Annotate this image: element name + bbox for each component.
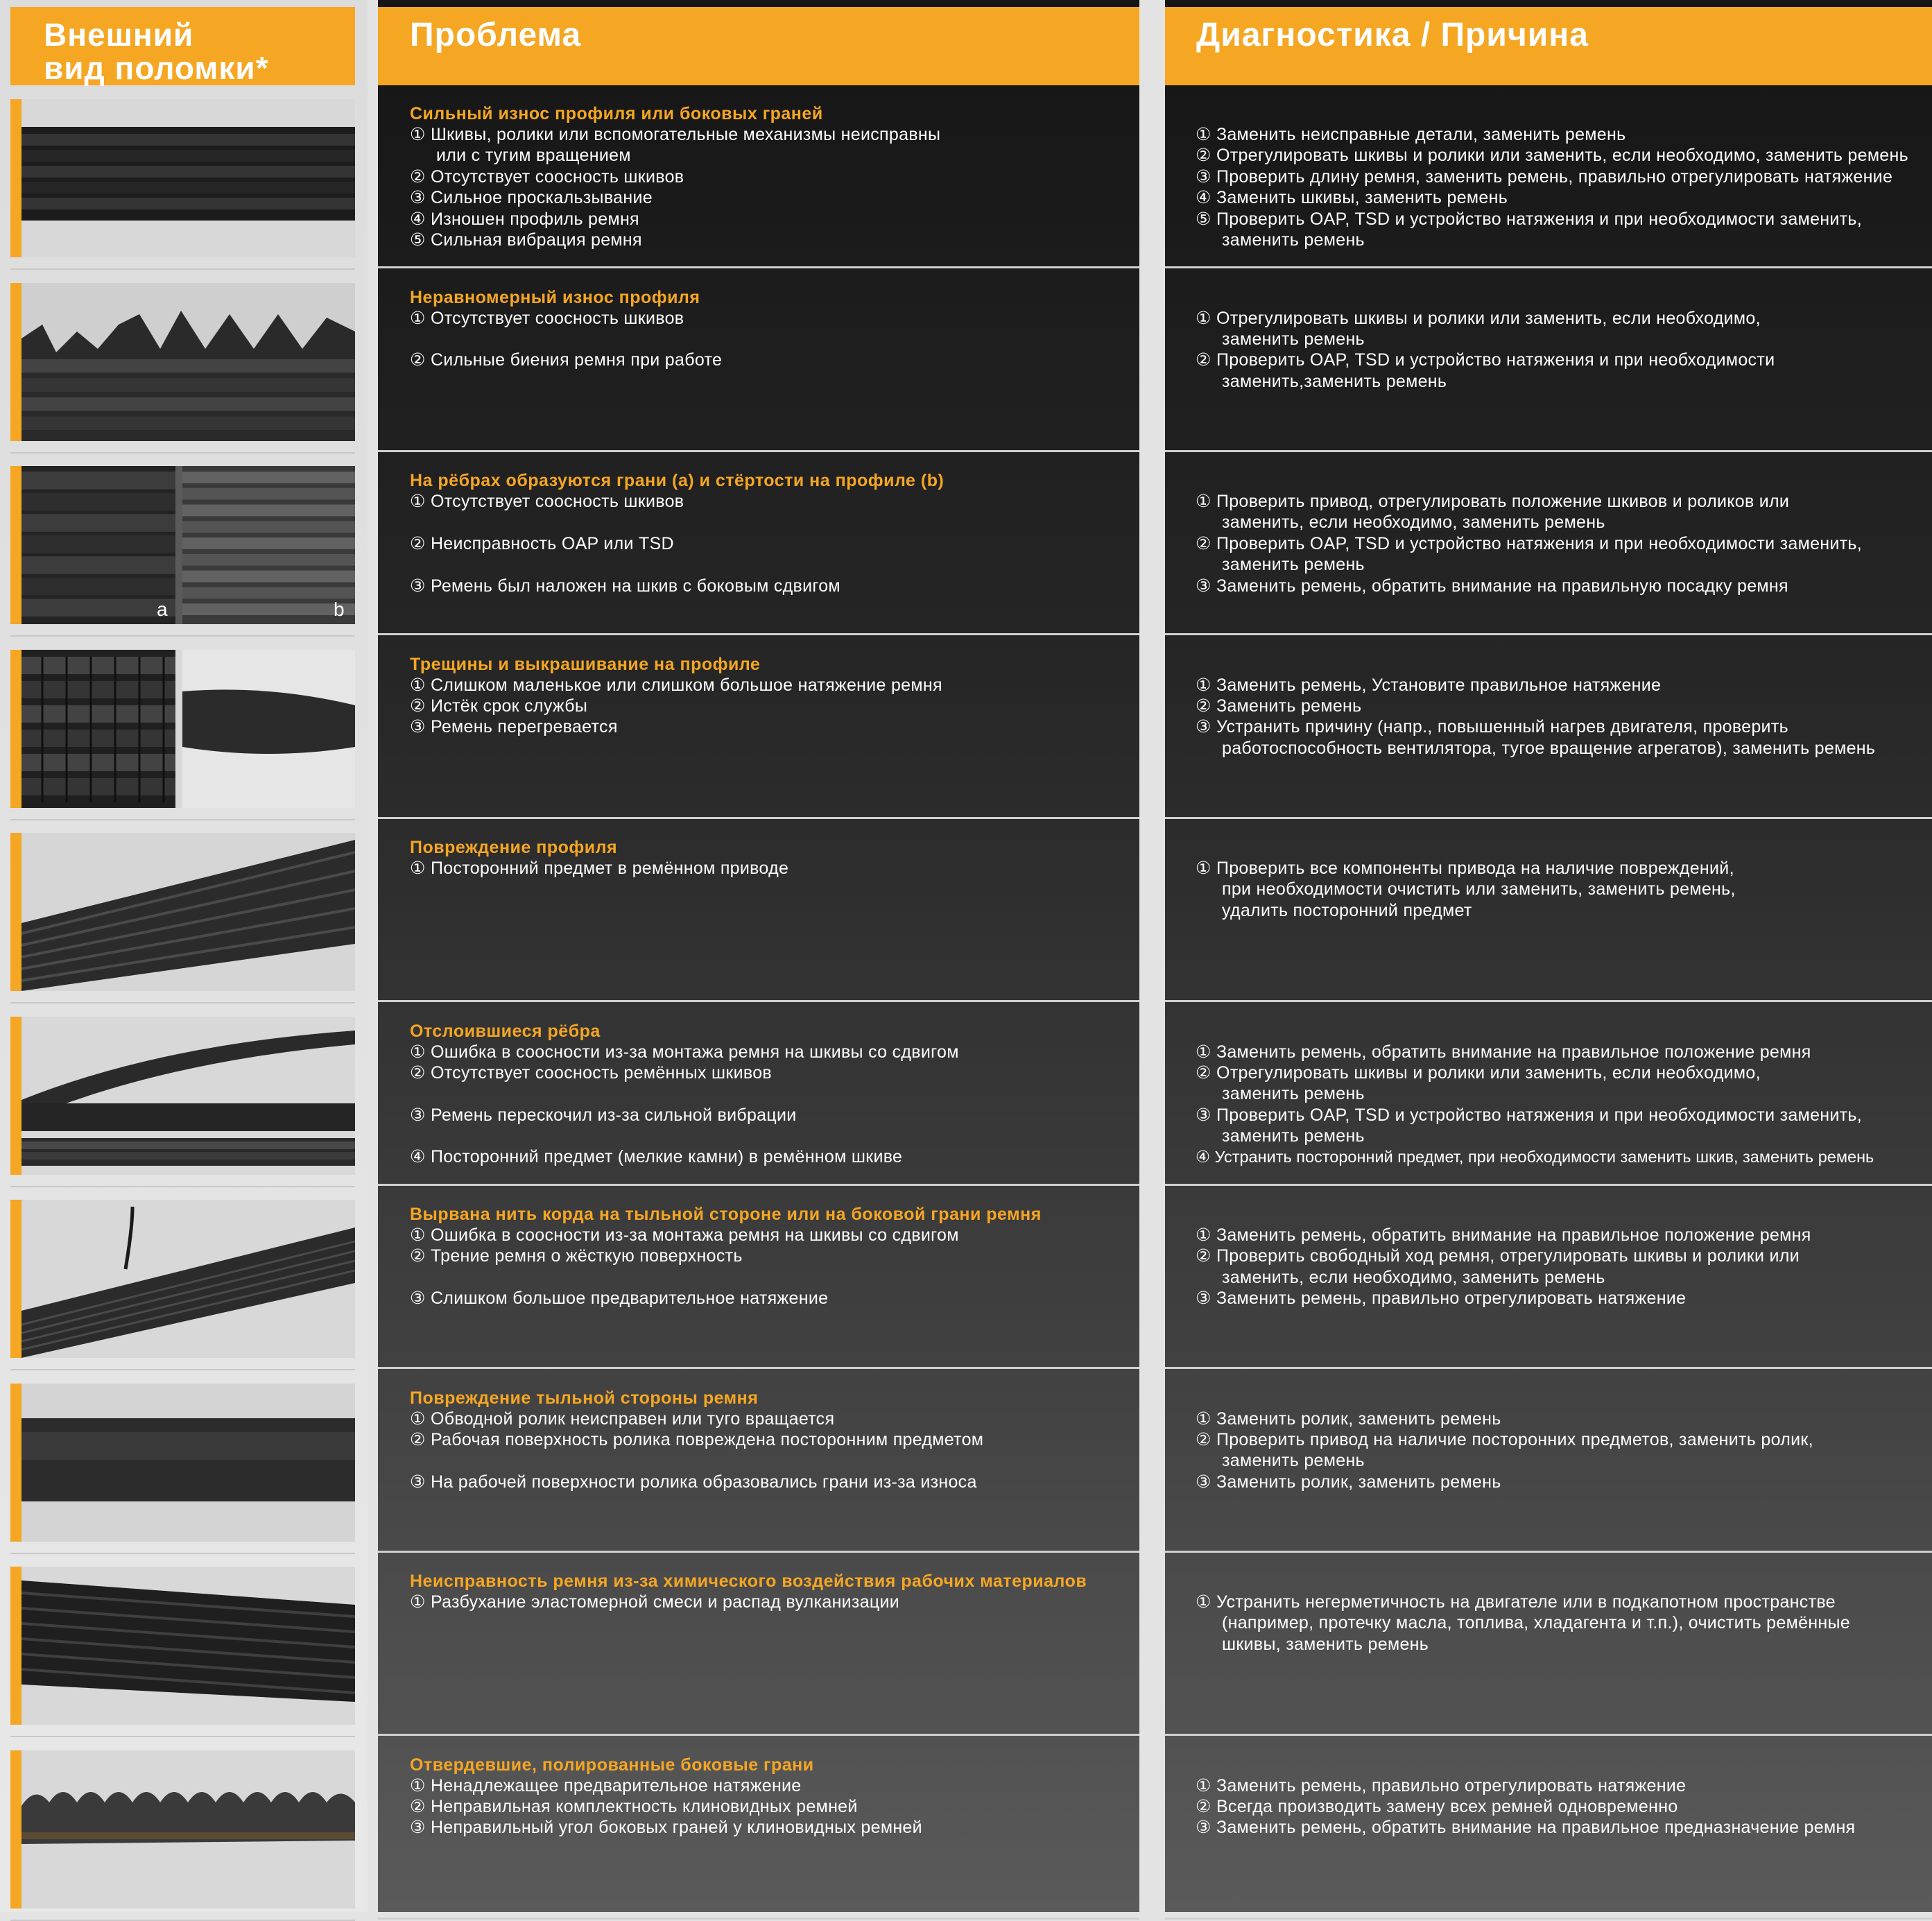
problem-title: Вырвана нить корда на тыльной стороне или на боковой грани ремня — [410, 1205, 1042, 1224]
diagnosis-line: заменить,заменить ремень — [1222, 371, 1447, 391]
belt-photo-illustration — [21, 283, 355, 441]
diagnosis-line: ② Проверить свободный ход ремня, отрегулировать шкивы и ролики или — [1196, 1246, 1800, 1266]
table-row — [0, 269, 1932, 453]
diagnosis-list — [1196, 308, 1775, 393]
diagnosis-cell — [1165, 452, 1932, 635]
problem-line: ① Шкивы, ролики или вспомогательные механизмы неисправны — [410, 125, 941, 144]
row-separator — [10, 1920, 355, 1921]
problem-line: ③ Ремень перескочил из-за сильной вибрации — [410, 1105, 797, 1125]
problem-title: На рёбрах образуются грани (a) и стёртости на профиле (b) — [410, 471, 945, 490]
belt-photo-illustration — [21, 1017, 355, 1175]
diagnosis-line: заменить ремень — [1222, 329, 1365, 349]
problem-line: ③ Неправильный угол боковых граней у клиновидных ремней — [410, 1818, 922, 1838]
diagnosis-line: ① Заменить ремень, обратить внимание на правильное положение ремня — [1196, 1225, 1811, 1245]
belt-photo-illustration — [21, 1567, 355, 1725]
problem-list — [410, 858, 788, 879]
diagnosis-line: ④ Устранить посторонний предмет, при необходимости заменить шкив, заменить ремень — [1196, 1148, 1874, 1166]
problem-line: ① Отсутствует соосность шкивов — [410, 492, 684, 511]
problem-line: ② Истёк срок службы — [410, 696, 588, 716]
problem-line: ① Слишком маленькое или слишком большое натяжение ремня — [410, 675, 942, 695]
problem-line: ③ Сильное проскальзывание — [410, 188, 653, 208]
problem-list — [410, 491, 840, 596]
belt-photo-illustration — [21, 1200, 355, 1358]
problem-cell — [378, 1003, 1139, 1186]
diagnosis-list — [1196, 858, 1736, 921]
failure-photo — [10, 1567, 355, 1725]
problem-list — [410, 124, 940, 250]
problem-line: ③ Ремень перегревается — [410, 717, 618, 737]
problem-line: ② Неправильная комплектность клиновидных ремней — [410, 1796, 858, 1816]
diagnosis-line: ② Отрегулировать шкивы и ролики или заменить, если необходимо, — [1196, 1062, 1761, 1083]
diagnosis-line: ② Проверить привод на наличие посторонних предметов, заменить ролик, — [1196, 1429, 1813, 1449]
problem-line: ② Рабочая поверхность ролика повреждена посторонним предметом — [410, 1429, 984, 1449]
diagnosis-list — [1196, 1592, 1850, 1655]
problem-cell — [378, 636, 1139, 819]
diagnosis-line: ② Проверить OAP, TSD и устройство натяжения и при необходимости заменить, — [1196, 533, 1862, 553]
failure-photo — [10, 466, 355, 624]
problem-cell — [378, 1370, 1139, 1553]
problem-line: ① Разбухание эластомерной смеси и распад вулканизации — [410, 1592, 900, 1612]
diagnosis-line: ⑤ Проверить OAP, TSD и устройство натяжения и при необходимости заменить, — [1196, 209, 1862, 229]
problem-cell — [378, 452, 1139, 635]
problem-line: ② Неисправность OAP или TSD — [410, 533, 674, 553]
diagnosis-list — [1196, 1409, 1813, 1493]
diagnosis-line: ① Заменить неисправные детали, заменить ремень — [1196, 125, 1626, 144]
problem-column-header: Проблема — [378, 7, 1139, 85]
diagnosis-line: заменить ремень — [1222, 1084, 1365, 1104]
diagnosis-column-header: Диагностика / Причина — [1165, 7, 1932, 85]
belt-photo-illustration — [21, 833, 355, 991]
problem-line: ③ На рабочей поверхности ролика образовались грани из-за износа — [410, 1472, 977, 1492]
problem-title: Сильный износ профиля или боковых граней — [410, 104, 823, 123]
accent-bar — [10, 650, 21, 808]
problem-line — [410, 1450, 983, 1471]
problem-cell — [378, 819, 1139, 1002]
failure-photo — [10, 650, 355, 808]
problem-line: ② Сильные биения ремня при работе — [410, 350, 723, 370]
problem-line: ② Трение ремня о жёсткую поверхность — [410, 1246, 743, 1266]
failure-photo — [10, 283, 355, 441]
diagnosis-cell — [1165, 1737, 1932, 1920]
diagnosis-line: ④ Заменить шкивы, заменить ремень — [1196, 188, 1508, 208]
table-row — [0, 1003, 1932, 1187]
accent-bar — [10, 466, 21, 624]
diagnosis-line: ① Устранить негерметичность на двигателе или в подкапотном пространстве — [1196, 1592, 1836, 1612]
diagnosis-line: ③ Заменить ролик, заменить ремень — [1196, 1472, 1501, 1492]
diagnosis-line: ① Отрегулировать шкивы и ролики или заменить, если необходимо, — [1196, 308, 1761, 328]
diagnosis-line: заменить ремень — [1222, 1126, 1365, 1146]
problem-line — [410, 329, 722, 350]
problem-line: ④ Посторонний предмет (мелкие камни) в ремённом шкиве — [410, 1147, 903, 1167]
problem-title: Трещины и выкрашивание на профиле — [410, 654, 761, 674]
diagnosis-line: заменить, если необходимо, заменить ремень — [1222, 1267, 1605, 1287]
image-label: a — [157, 598, 168, 620]
problem-line: ⑤ Сильная вибрация ремня — [410, 230, 642, 250]
problem-title: Отвердевшие, полированные боковые грани — [410, 1755, 814, 1775]
belt-photo-illustration — [21, 650, 355, 808]
problem-cell — [378, 1553, 1139, 1736]
table-row — [0, 636, 1932, 820]
problem-line: ③ Ремень был наложен на шкив с боковым сдвигом — [410, 576, 840, 596]
diagnosis-line: ③ Устранить причину (напр., повышенный нагрев двигателя, проверить — [1196, 717, 1788, 737]
problem-line: ① Обводной ролик неисправен или туго вращается — [410, 1409, 835, 1429]
diagnosis-cell — [1165, 636, 1932, 819]
problem-line: ① Ненадлежащее предварительное натяжение — [410, 1775, 802, 1795]
problem-line: ② Отсутствует соосность ремённых шкивов — [410, 1062, 773, 1083]
diagnosis-line: (например, протечку масла, топлива, хладагента и т.п.), очистить ремённые — [1222, 1613, 1850, 1633]
table-row — [0, 452, 1932, 636]
accent-bar — [10, 1200, 21, 1358]
diagnosis-line: ② Заменить ремень — [1196, 696, 1362, 716]
diagnosis-line: ① Заменить ремень, обратить внимание на правильное положение ремня — [1196, 1042, 1811, 1062]
image-column-header — [10, 7, 355, 85]
diagnosis-line: ③ Проверить длину ремня, заменить ремень, правильно отрегулировать натяжение — [1196, 166, 1893, 187]
problem-line: ① Отсутствует соосность шкивов — [410, 308, 684, 328]
diagnosis-cell — [1165, 85, 1932, 268]
problem-title: Неисправность ремня из-за химического воздействия рабочих материалов — [410, 1571, 1087, 1591]
problem-title: Неравномерный износ профиля — [410, 287, 700, 307]
table-row — [0, 1737, 1932, 1920]
diagnosis-list — [1196, 1775, 1855, 1838]
failure-photo — [10, 833, 355, 991]
problem-cell — [378, 1737, 1139, 1920]
diagnosis-line: ② Всегда производить замену всех ремней одновременно — [1196, 1796, 1678, 1816]
problem-list — [410, 1042, 959, 1168]
problem-line: ① Посторонний предмет в ремённом приводе — [410, 859, 789, 878]
diagnosis-line: ② Проверить OAP, TSD и устройство натяжения и при необходимости — [1196, 350, 1775, 370]
problem-title: Повреждение профиля — [410, 838, 618, 857]
problem-line: ④ Изношен профиль ремня — [410, 209, 639, 229]
diagnosis-line: заменить ремень — [1222, 555, 1365, 575]
diagnosis-line: удалить посторонний предмет — [1222, 900, 1472, 920]
diagnosis-line: при необходимости очистить или заменить, заменить ремень, — [1222, 879, 1736, 899]
table-row — [0, 85, 1932, 269]
failure-photo — [10, 99, 355, 257]
diagnosis-line: ③ Заменить ремень, правильно отрегулировать натяжение — [1196, 1289, 1687, 1309]
diagnosis-list — [1196, 1042, 1874, 1168]
diagnosis-line: ③ Заменить ремень, обратить внимание на правильное предназначение ремня — [1196, 1818, 1856, 1838]
accent-bar — [10, 1567, 21, 1725]
diagnosis-line: заменить, если необходимо, заменить ремень — [1222, 512, 1605, 533]
accent-bar — [10, 1384, 21, 1542]
diagnosis-line: шкивы, заменить ремень — [1222, 1634, 1429, 1654]
failure-photo — [10, 1384, 355, 1542]
problem-line: ① Ошибка в соосности из-за монтажа ремня на шкивы со сдвигом — [410, 1042, 959, 1062]
diagnosis-line: ① Заменить ремень, правильно отрегулировать натяжение — [1196, 1775, 1687, 1795]
diagnosis-cell — [1165, 1003, 1932, 1186]
diagnosis-list — [1196, 491, 1862, 596]
failure-photo — [10, 1750, 355, 1909]
diagnosis-line: ① Проверить привод, отрегулировать положение шкивов и роликов или — [1196, 492, 1790, 511]
table-row — [0, 1186, 1932, 1370]
belt-photo-illustration — [21, 99, 355, 257]
header-line: Внешний — [44, 17, 194, 53]
problem-list — [410, 1225, 959, 1309]
diagnosis-line: ① Заменить ремень, Установите правильное натяжение — [1196, 675, 1662, 695]
image-label: b — [334, 598, 345, 620]
problem-line: ① Ошибка в соосности из-за монтажа ремня на шкивы со сдвигом — [410, 1225, 959, 1245]
problem-line: или с тугим вращением — [436, 146, 631, 166]
problem-list — [410, 1775, 922, 1838]
accent-bar — [10, 99, 21, 257]
problem-line — [410, 1267, 959, 1288]
diagnosis-cell — [1165, 1186, 1932, 1369]
diagnosis-list — [1196, 675, 1875, 759]
belt-photo-illustration — [21, 1750, 355, 1909]
belt-photo-illustration — [21, 466, 355, 624]
diagnosis-line: ① Проверить все компоненты привода на наличие повреждений, — [1196, 859, 1734, 878]
problem-cell — [378, 85, 1139, 268]
belt-photo-illustration — [21, 1384, 355, 1542]
problem-title: Отслоившиеся рёбра — [410, 1021, 601, 1041]
header-line: вид поломки* — [44, 50, 269, 86]
accent-bar — [10, 833, 21, 991]
problem-line — [410, 512, 840, 533]
problem-list — [410, 1409, 983, 1493]
problem-line: ③ Слишком большое предварительное натяжение — [410, 1289, 829, 1309]
problem-line: ② Отсутствует соосность шкивов — [410, 166, 684, 187]
diagnosis-cell — [1165, 269, 1932, 452]
problem-title: Повреждение тыльной стороны ремня — [410, 1388, 759, 1408]
diagnosis-list — [1196, 124, 1908, 250]
diagnosis-line: ① Заменить ролик, заменить ремень — [1196, 1409, 1501, 1429]
failure-photo — [10, 1200, 355, 1358]
table-row — [0, 819, 1932, 1003]
diagnosis-cell — [1165, 819, 1932, 1002]
accent-bar — [10, 1750, 21, 1909]
accent-bar — [10, 283, 21, 441]
problem-list — [410, 675, 942, 738]
diagnosis-line: ③ Проверить OAP, TSD и устройство натяжения и при необходимости заменить, — [1196, 1105, 1862, 1125]
diagnosis-line: заменить ремень — [1222, 230, 1365, 250]
accent-bar — [10, 1017, 21, 1175]
failure-photo — [10, 1017, 355, 1175]
diagnosis-line: ③ Заменить ремень, обратить внимание на правильную посадку ремня — [1196, 576, 1788, 596]
problem-line — [410, 1126, 959, 1146]
problem-line — [410, 554, 840, 575]
problem-line — [410, 1083, 959, 1104]
diagnosis-list — [1196, 1225, 1811, 1309]
problem-list — [410, 308, 722, 371]
diagnosis-line: заменить ремень — [1222, 1451, 1365, 1471]
diagnosis-cell — [1165, 1370, 1932, 1553]
table-row — [0, 1553, 1932, 1737]
table-row — [0, 1370, 1932, 1553]
diagnosis-cell — [1165, 1553, 1932, 1736]
problem-cell — [378, 269, 1139, 452]
problem-list — [410, 1592, 899, 1612]
problem-cell — [378, 1186, 1139, 1369]
diagnosis-line: ② Отрегулировать шкивы и ролики или заменить, если необходимо, заменить ремень — [1196, 146, 1908, 166]
diagnosis-line: работоспособность вентилятора, тугое вращение агрегатов), заменить ремень — [1222, 738, 1876, 758]
